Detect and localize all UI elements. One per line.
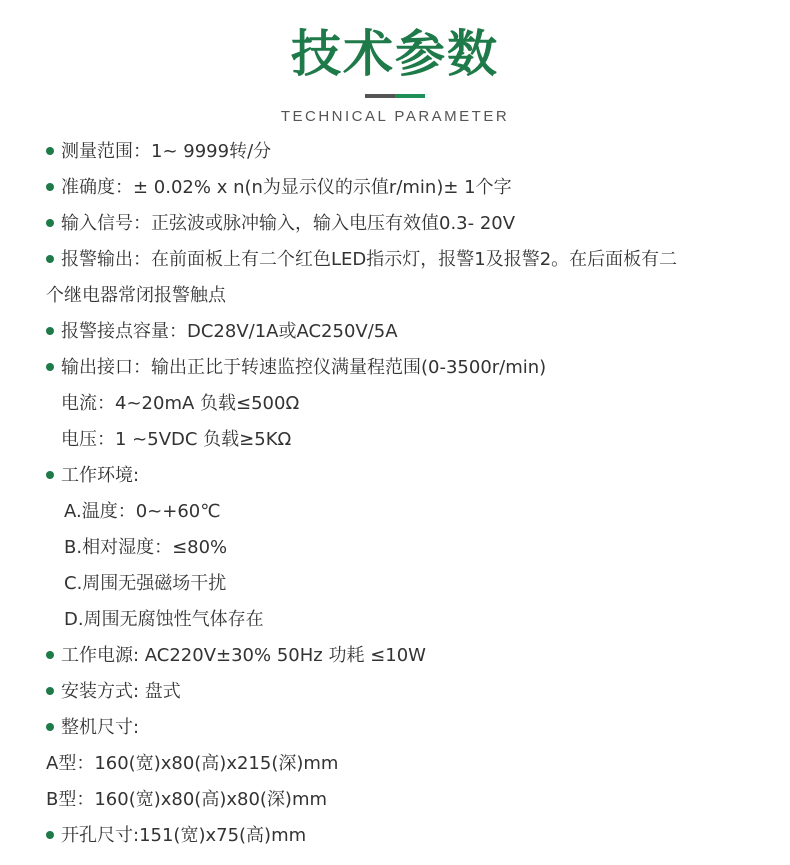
list-item-text: B型：160(宽)x80(高)x80(深)mm (46, 789, 328, 810)
list-item-text: 输入信号：正弦波或脉冲输入，输入电压有效值0.3- 20V (61, 213, 516, 234)
list-item-continuation (46, 278, 226, 314)
bullet-dot-icon (46, 651, 54, 659)
title-underline-dark (365, 94, 395, 98)
list-item-text: 准确度：± 0.02% x n(n为显示仪的示值r/min)± 1个字 (61, 177, 512, 198)
list-item (46, 458, 139, 494)
list-item (46, 674, 181, 710)
list-item-text: A.温度：0~+60℃ (64, 501, 221, 522)
bullet-dot-icon (46, 219, 54, 227)
list-item-text: C.周围无强磁场干扰 (64, 573, 227, 594)
list-item (46, 242, 677, 278)
list-item-text: 开孔尺寸:151(宽)x75(高)mm (61, 825, 307, 846)
list-subitem (61, 422, 291, 458)
title-underline (365, 94, 425, 98)
list-item-text: D.周围无腐蚀性气体存在 (64, 609, 264, 630)
list-subitem (46, 782, 327, 818)
bullet-dot-icon (46, 255, 54, 263)
list-item-text: A型：160(宽)x80(高)x215(深)mm (46, 753, 339, 774)
list-item (46, 638, 426, 674)
title-underline-green (395, 94, 425, 98)
list-item-text: 测量范围：1~ 9999转/分 (61, 141, 272, 162)
list-item-text: 报警输出：在前面板上有二个红色LED指示灯，报警1及报警2。在后面板有二 (61, 249, 678, 270)
list-item (46, 350, 546, 386)
list-item-text: 工作环境: (61, 465, 140, 486)
bullet-dot-icon (46, 471, 54, 479)
bullet-dot-icon (46, 327, 54, 335)
list-item (46, 206, 515, 242)
list-subitem (64, 494, 220, 530)
list-item-text: B.相对湿度：≤80% (64, 537, 228, 558)
list-item (46, 314, 398, 350)
bullet-dot-icon (46, 723, 54, 731)
list-subitem (64, 602, 264, 638)
bullet-dot-icon (46, 687, 54, 695)
list-item (46, 710, 139, 746)
bullet-dot-icon (46, 147, 54, 155)
list-item-text: 个继电器常闭报警触点 (46, 285, 226, 306)
list-item-text: 电流：4~20mA 负载≤500Ω (61, 393, 300, 414)
page-subtitle: TECHNICAL PARAMETER (280, 108, 510, 125)
list-subitem (64, 530, 227, 566)
list-item-text: 工作电源: AC220V±30% 50Hz 功耗 ≤10W (61, 645, 426, 666)
list-item-text: 输出接口：输出正比于转速监控仪满量程范围(0-3500r/min) (61, 357, 547, 378)
list-subitem (61, 386, 299, 422)
bullet-dot-icon (46, 363, 54, 371)
list-item (46, 134, 271, 170)
bullet-dot-icon (46, 831, 54, 839)
list-item (46, 170, 512, 206)
list-subitem (46, 746, 338, 782)
list-item-text: 整机尺寸: (61, 717, 140, 738)
list-item-text: 电压：1 ~5VDC 负载≥5KΩ (61, 429, 292, 450)
list-item-text: 安装方式: 盘式 (61, 681, 181, 702)
bullet-dot-icon (46, 183, 54, 191)
list-item (46, 818, 306, 854)
page-title: 技术参数 (291, 25, 499, 83)
list-subitem (64, 566, 226, 602)
list-item-text: 报警接点容量：DC28V/1A或AC250V/5A (61, 321, 398, 342)
